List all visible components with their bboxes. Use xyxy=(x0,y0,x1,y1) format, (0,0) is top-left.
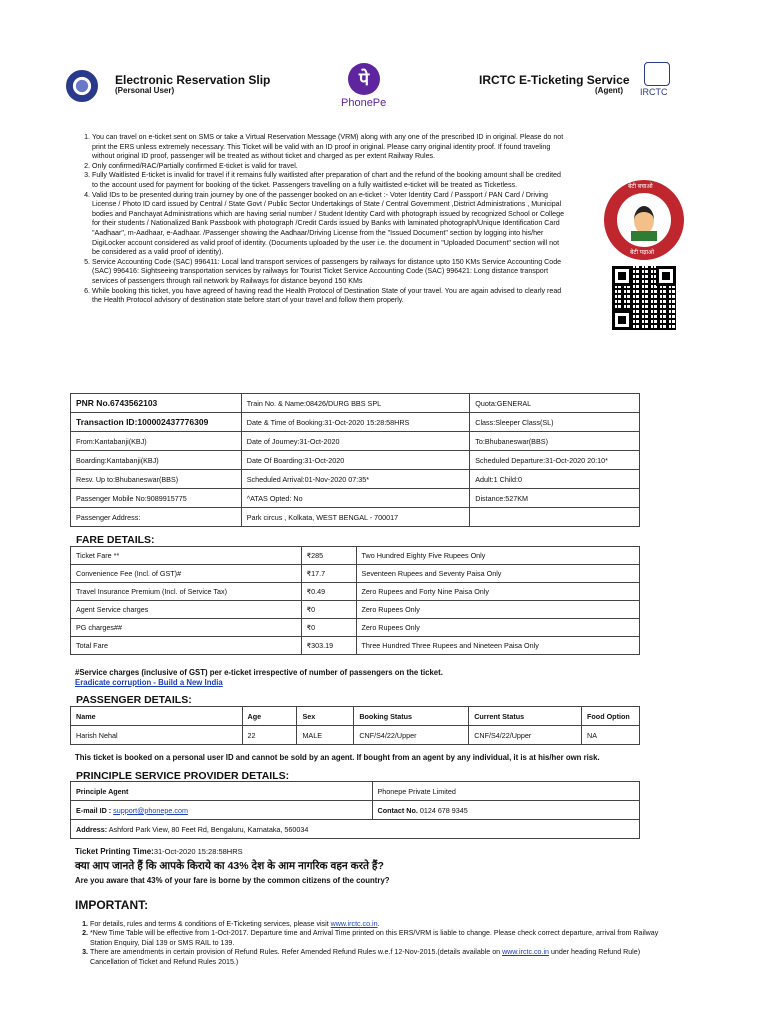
beti-bachao-badge xyxy=(604,180,684,260)
train-name: Train No. & Name:08426/DURG BBS SPL xyxy=(241,394,470,413)
service-title: IRCTC E-Ticketing Service xyxy=(479,73,630,87)
service-charge-note: #Service charges (inclusive of GST) per e-ticket irrespective of number of passengers on the ticket. xyxy=(75,668,443,677)
table-row xyxy=(71,394,640,413)
instruction-item: 2. Only confirmed/RAC/Partially confirmed E-ticket is valid for travel. xyxy=(92,162,564,172)
table-row xyxy=(71,432,640,451)
scheduled-departure: Scheduled Departure:31-Oct-2020 20:10* xyxy=(470,451,640,470)
passenger-heading: PASSENGER DETAILS: xyxy=(76,694,192,706)
fare-heading: FARE DETAILS: xyxy=(76,534,155,546)
fare-amount: ₹285 xyxy=(301,547,356,565)
contact-label: Contact No. xyxy=(377,805,418,815)
table-row xyxy=(71,489,640,508)
pnr: PNR No.6743562103 xyxy=(71,394,242,413)
contact-cell xyxy=(372,801,640,820)
scheduled-arrival: Scheduled Arrival:01-Nov-2020 07:35* xyxy=(241,470,470,489)
printing-time-value: 31-Oct-2020 15:28:58HRS xyxy=(153,847,243,856)
fare-amount: ₹0 xyxy=(301,619,356,637)
fare-words: Zero Rupees Only xyxy=(356,619,639,637)
table-row xyxy=(71,601,640,619)
table-row xyxy=(71,637,640,655)
empty-cell xyxy=(470,508,640,527)
slip-subtitle: (Personal User) xyxy=(115,86,175,95)
table-row xyxy=(71,547,640,565)
fare-table xyxy=(70,546,640,655)
table-row xyxy=(71,565,640,583)
fare-label: Convenience Fee (Incl. of GST)# xyxy=(71,565,302,583)
hindi-fare-note: क्या आप जानते हैं कि आपके किराये का 43% देश के आम नागरिक वहन करते हैं? xyxy=(75,860,384,872)
table-row xyxy=(71,451,640,470)
to-station: To:Bhubaneswar(BBS) xyxy=(470,432,640,451)
journey-date: Date of Journey:31-Oct-2020 xyxy=(241,432,470,451)
email-link[interactable]: support@phonepe.com xyxy=(113,805,188,815)
badge-top-text: बेटी बचाओ xyxy=(628,184,653,190)
important-item-text: under heading Refund Rule) Cancellation of Ticket and Refund Rules 2015.) xyxy=(90,948,641,966)
food-option: NA xyxy=(582,726,640,745)
important-item: 2. *New Time Table will be effective from 1-Oct-2017. Departure time and Arrival Time printed on this ERS/VRM is liable to change. Please check correct departure, arrival from Railway Station Enquiry, Dial 139 or SMS RAIL to 139. xyxy=(90,929,676,948)
printing-time-label: Ticket Printing Time: xyxy=(75,847,154,856)
phonepe-logo-icon: पे xyxy=(348,63,380,95)
column-header: Current Status xyxy=(469,707,582,726)
irctc-link[interactable]: www.irctc.co.in xyxy=(502,948,549,957)
transaction-id: Transaction ID:100002437776309 xyxy=(71,413,242,432)
table-row xyxy=(71,801,640,820)
qr-code xyxy=(612,266,676,330)
boarding-station: Boarding:Kantabanji(KBJ) xyxy=(71,451,242,470)
passenger-age: 22 xyxy=(242,726,297,745)
instruction-item: 1. You can travel on e-ticket sent on SMS or take a Virtual Reservation Message (VRM) along with any one of the prescribed ID in original. Please do not print the ERS unless extremely necessary. This Ticket will be valid with an ID proof in original. Please carry original identity proof. If found traveling without original ID proof, passenger will be treated as without ticket and charged as per extent Railway Rules. xyxy=(92,133,564,162)
slip-title: Electronic Reservation Slip xyxy=(115,73,271,87)
table-row xyxy=(71,583,640,601)
current-status: CNF/S4/22/Upper xyxy=(469,726,582,745)
email-cell xyxy=(71,801,373,820)
booking-time: Date & Time of Booking:31-Oct-2020 15:28:58HRS xyxy=(241,413,470,432)
fare-words: Zero Rupees Only xyxy=(356,601,639,619)
column-header: Sex xyxy=(297,707,354,726)
boarding-date: Date Of Boarding:31-Oct-2020 xyxy=(241,451,470,470)
passenger-name: Harish Nehal xyxy=(71,726,243,745)
irctc-logo-icon xyxy=(644,62,670,86)
fare-amount: ₹303.19 xyxy=(301,637,356,655)
agent-value: Phonepe Private Limited xyxy=(372,782,640,801)
table-row xyxy=(71,782,640,801)
column-header: Name xyxy=(71,707,243,726)
quota: Quota:GENERAL xyxy=(470,394,640,413)
from-station: From:Kantabanji(KBJ) xyxy=(71,432,242,451)
fare-subsidy-note: Are you aware that 43% of your fare is borne by the common citizens of the country? xyxy=(75,876,390,885)
contact-value: 0124 678 9345 xyxy=(419,805,468,815)
booking-status: CNF/S4/22/Upper xyxy=(354,726,469,745)
atas-opted: ^ATAS Opted: No xyxy=(241,489,470,508)
provider-table xyxy=(70,781,640,839)
mobile-number: Passenger Mobile No:9089915775 xyxy=(71,489,242,508)
fare-amount: ₹0.49 xyxy=(301,583,356,601)
table-header-row xyxy=(71,707,640,726)
distance: Distance:527KM xyxy=(470,489,640,508)
fare-words: Seventeen Rupees and Seventy Paisa Only xyxy=(356,565,639,583)
table-row xyxy=(71,413,640,432)
fare-amount: ₹17.7 xyxy=(301,565,356,583)
important-list xyxy=(70,920,676,967)
instructions xyxy=(74,133,564,306)
fare-label: Ticket Fare ** xyxy=(71,547,302,565)
class: Class:Sleeper Class(SL) xyxy=(470,413,640,432)
address-cell xyxy=(71,820,640,839)
address-value: Park circus , Kolkata, WEST BENGAL - 700017 xyxy=(241,508,470,527)
passenger-table xyxy=(70,706,640,745)
provider-address-value: Ashford Park View, 80 Feet Rd, Bengaluru, Karnataka, 560034 xyxy=(108,824,309,834)
fare-amount: ₹0 xyxy=(301,601,356,619)
provider-heading: PRINCIPLE SERVICE PROVIDER DETAILS: xyxy=(76,770,290,782)
journey-table xyxy=(70,393,640,527)
instruction-item: 5. Service Accounting Code (SAC) 996411: Local land transport services of passengers by railways for distance upto 150 KMs Service Accounting Code (SAC) 996416: Sightseeing transportation services by railways for Tourist Ticket Service Accounting Code (SAC) 996421: Long distance transport services of passengers through rail network by Railways for distance beyond 150 KMs xyxy=(92,258,564,287)
printing-time xyxy=(75,847,243,856)
passenger-count: Adult:1 Child:0 xyxy=(470,470,640,489)
fare-words: Three Hundred Three Rupees and Nineteen Paisa Only xyxy=(356,637,639,655)
important-heading: IMPORTANT: xyxy=(75,898,149,912)
fare-label: Total Fare xyxy=(71,637,302,655)
email-label: E-mail ID : xyxy=(76,805,112,815)
eradicate-corruption-link[interactable]: Eradicate corruption - Build a New India xyxy=(75,678,223,687)
important-item xyxy=(90,920,676,929)
badge-bottom-text: बेटी पढ़ाओ xyxy=(630,250,655,256)
girl-face-icon xyxy=(634,206,654,234)
instruction-item: 4. Valid IDs to be presented during train journey by one of the passenger booked on an e-ticket :- Voter Identity Card / Passport / PAN Card / Driving License / Photo ID card issued by Central / State Govt / Public Sector Undertakings of State / Central Government ,District Administrations , Municipal bodies and Panchayat Administrations which are having serial number / Student Identity Card with photograph issued by recognized School or College for their students / Nationalized Bank Passbook with photograph /Credit Cards issued by Banks with laminated photograph/Unique Identification Card "Aadhaar", m-Aadhaar, e-Aadhaar. /Passenger showing the Aadhaar/Driving License from the "Issued Document" section by logging into his/her DigiLocker account considered as valid proof of identity. (Documents uploaded by the user i.e. the document in "Uploaded Document" section will not be considered as a valid proof of identity). xyxy=(92,191,564,258)
instruction-item: 3. Fully Waitlisted E-ticket is invalid for travel if it remains fully waitlisted after preparation of chart and the refund of the booking amount shall be credited to the account used for payment for booking of the ticket. Passengers travelling on a fully waitlisted e-ticket will be treated as Ticketless. xyxy=(92,171,564,190)
fare-words: Two Hundred Eighty Five Rupees Only xyxy=(356,547,639,565)
column-header: Booking Status xyxy=(354,707,469,726)
irctc-label: IRCTC xyxy=(640,87,668,97)
column-header: Food Option xyxy=(582,707,640,726)
important-item xyxy=(90,948,676,967)
service-subtitle: (Agent) xyxy=(595,86,623,95)
fare-label: Travel Insurance Premium (Incl. of Service Tax) xyxy=(71,583,302,601)
important-item-text: There are amendments in certain provision of Refund Rules. Refer Amended Refund Rules w.e.f 12-Nov-2015.(details available on xyxy=(90,948,503,957)
column-header: Age xyxy=(242,707,297,726)
agent-label: Principle Agent xyxy=(71,782,373,801)
instruction-item: 6. While booking this ticket, you have agreed of having read the Health Protocol of Destination State of your travel. You are again advised to clearly read the Health Protocol advisory of destination state before start of your travel and follow them properly. xyxy=(92,287,564,306)
fare-label: Agent Service charges xyxy=(71,601,302,619)
important-item-text: For details, rules and terms & conditions of E-Ticketing services, please visit xyxy=(90,920,331,928)
provider-address-label: Address: xyxy=(76,824,108,834)
address-label: Passenger Address: xyxy=(71,508,242,527)
table-row xyxy=(71,820,640,839)
phonepe-name: PhonePe xyxy=(341,97,387,109)
table-row xyxy=(71,508,640,527)
fare-words: Zero Rupees and Forty Nine Paisa Only xyxy=(356,583,639,601)
fare-label: PG charges## xyxy=(71,619,302,637)
passenger-sex: MALE xyxy=(297,726,354,745)
personal-id-note: This ticket is booked on a personal user ID and cannot be sold by an agent. If bought from an agent by any individual, it is at his/her own risk. xyxy=(75,753,600,762)
irctc-link[interactable]: www.irctc.co.in xyxy=(330,920,378,928)
important-item-text: . xyxy=(377,920,380,928)
reservation-upto: Resv. Up to:Bhubaneswar(BBS) xyxy=(71,470,242,489)
table-row xyxy=(71,470,640,489)
indian-railways-emblem-icon xyxy=(66,70,98,102)
table-row xyxy=(71,726,640,745)
table-row xyxy=(71,619,640,637)
book-icon xyxy=(631,231,657,241)
